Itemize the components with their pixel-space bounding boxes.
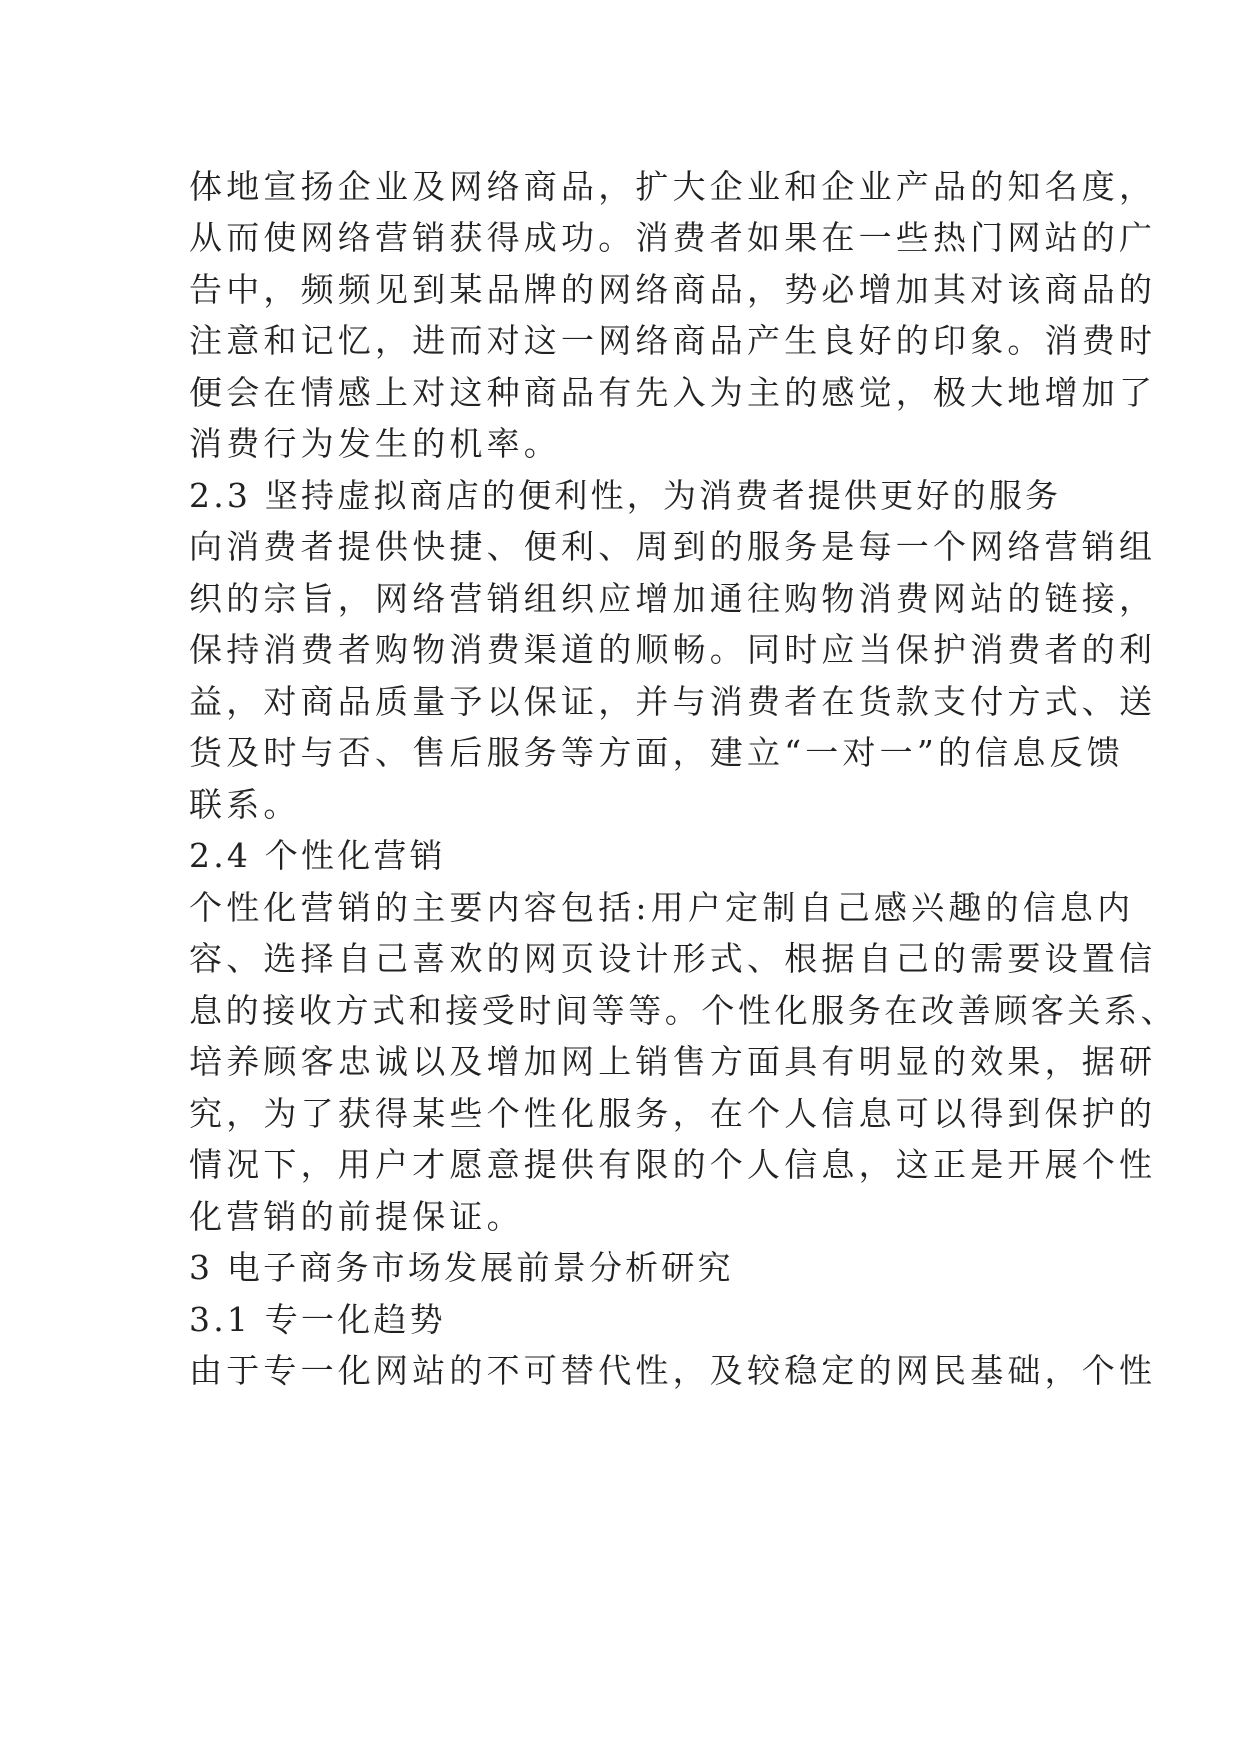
text-line: 联系。 — [189, 785, 301, 824]
section-heading: 3 电子商务市场发展前景分析研究 — [189, 1248, 734, 1287]
section-heading: 2.4 个性化营销 — [189, 836, 446, 875]
text-line: 货及时与否、售后服务等方面，建立“一对一”的信息反馈 — [189, 733, 1124, 772]
text-line: 究，为了获得某些个性化服务，在个人信息可以得到保护的 — [189, 1094, 1157, 1133]
text-line: 注意和记忆，进而对这一网络商品产生良好的印象。消费时 — [189, 321, 1157, 360]
text-line: 息的接收方式和接受时间等等。个性化服务在改善顾客关系、 — [189, 991, 1178, 1030]
text-line: 体地宣扬企业及网络商品，扩大企业和企业产品的知名度， — [189, 167, 1157, 206]
text-line: 培养顾客忠诚以及增加网上销售方面具有明显的效果，据研 — [189, 1042, 1157, 1081]
text-line: 告中，频频见到某品牌的网络商品，势必增加其对该商品的 — [189, 270, 1157, 309]
text-line: 消费行为发生的机率。 — [189, 424, 561, 463]
text-line: 保持消费者购物消费渠道的顺畅。同时应当保护消费者的利 — [189, 630, 1157, 669]
text-line: 益，对商品质量予以保证，并与消费者在货款支付方式、送 — [189, 682, 1157, 721]
text-line: 容、选择自己喜欢的网页设计形式、根据自己的需要设置信 — [189, 939, 1157, 978]
text-line: 化营销的前提保证。 — [189, 1197, 524, 1236]
text-line: 从而使网络营销获得成功。消费者如果在一些热门网站的广 — [189, 218, 1157, 257]
section-heading: 3.1 专一化趋势 — [189, 1300, 446, 1339]
section-heading: 2.3 坚持虚拟商店的便利性，为消费者提供更好的服务 — [189, 476, 1062, 515]
text-line: 织的宗旨，网络营销组织应增加通往购物消费网站的链接， — [189, 579, 1157, 618]
text-line: 情况下，用户才愿意提供有限的个人信息，这正是开展个性 — [189, 1145, 1157, 1184]
text-line: 向消费者提供快捷、便利、周到的服务是每一个网络营销组 — [189, 527, 1157, 566]
text-line: 个性化营销的主要内容包括:用户定制自己感兴趣的信息内 — [189, 888, 1135, 927]
text-line: 便会在情感上对这种商品有先入为主的感觉，极大地增加了 — [189, 373, 1157, 412]
text-line: 由于专一化网站的不可替代性，及较稳定的网民基础，个性 — [189, 1351, 1157, 1390]
